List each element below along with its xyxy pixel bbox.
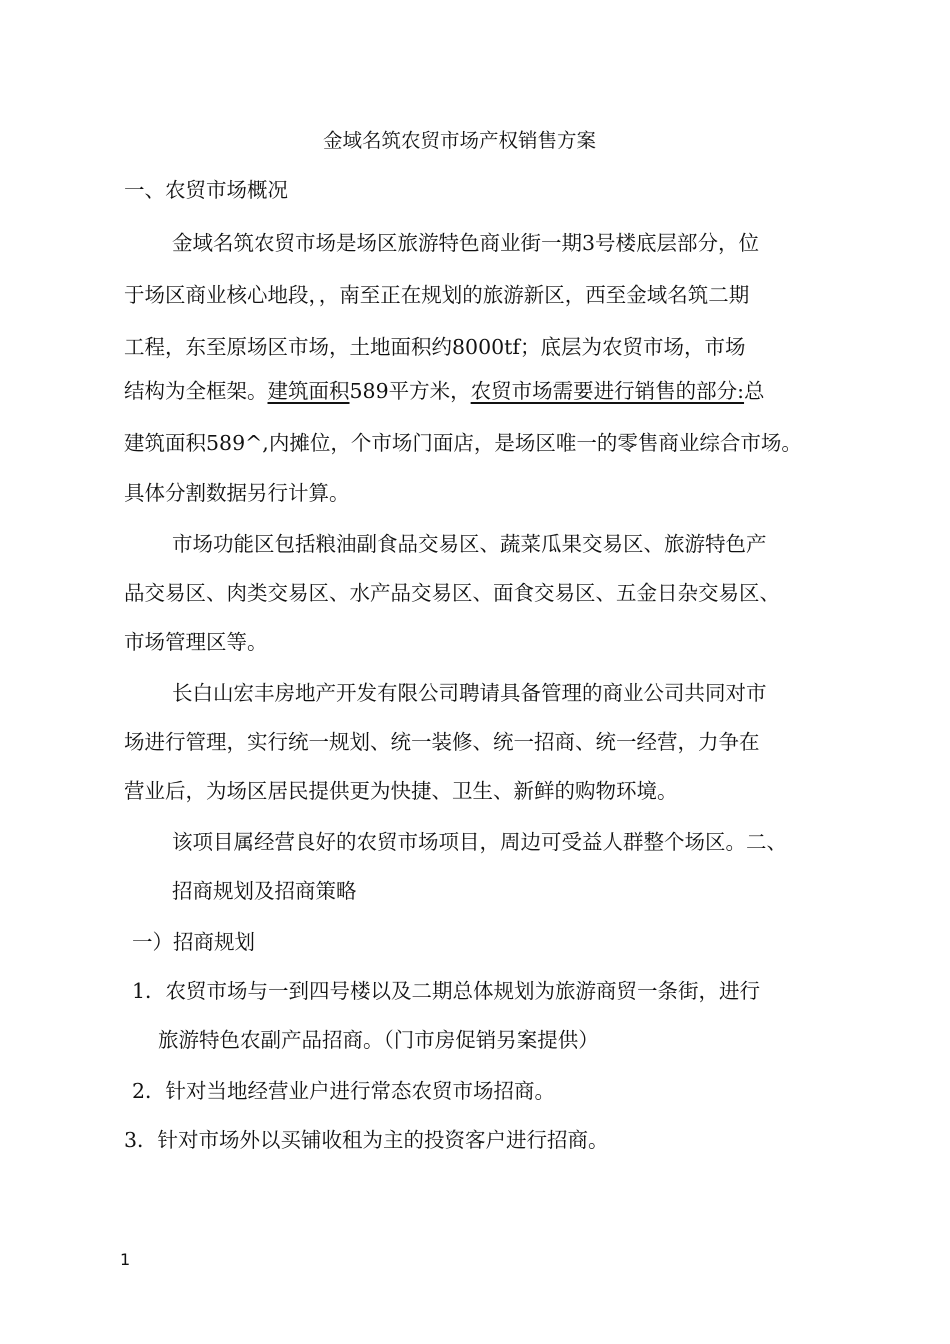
text-segment: 589平方米， (349, 379, 471, 403)
section-heading-overview: 一、农贸市场概况 (124, 178, 288, 202)
paragraph-line: 工程，东至原场区市场，土地面积约8000tf；底层为农贸市场，市场 (124, 335, 746, 359)
section-heading-strategy: 招商规划及招商策略 (172, 879, 357, 903)
document-title: 金域名筑农贸市场产权销售方案 (323, 129, 597, 152)
paragraph-line: 市场管理区等。 (124, 630, 268, 654)
paragraph-line: 于场区商业核心地段，，南至正在规划的旅游新区，西至金域名筑二期 (124, 283, 750, 307)
paragraph-line: 金域名筑农贸市场是场区旅游特色商业街一期3号楼底层部分，位 (172, 231, 760, 255)
underlined-text: 农贸市场需要进行销售的部分: (470, 379, 745, 403)
paragraph-line: 建筑面积589^,内摊位，个市场门面店，是场区唯一的零售商业综合市场。 (124, 431, 802, 455)
text-segment: 总 (744, 379, 765, 403)
paragraph-line: 市场功能区包括粮油副食品交易区、蔬菜瓜果交易区、旅游特色产 (172, 532, 767, 556)
list-item: 2．针对当地经营业户进行常态农贸市场招商。 (132, 1079, 556, 1103)
paragraph-line: 品交易区、肉类交易区、水产品交易区、面食交易区、五金日杂交易区、 (124, 581, 780, 605)
paragraph-line: 具体分割数据另行计算。 (124, 481, 350, 505)
underlined-text: 建筑面积 (267, 379, 350, 403)
list-item: 3．针对市场外以买铺收租为主的投资客户进行招商。 (124, 1128, 609, 1152)
paragraph-line: 该项目属经营良好的农贸市场项目，周边可受益人群整个场区。二、 (172, 830, 787, 854)
paragraph-line (124, 377, 765, 405)
text-segment: 结构为全框架。 (124, 379, 268, 403)
paragraph-line: 营业后，为场区居民提供更为快捷、卫生、新鲜的购物环境。 (124, 779, 678, 803)
paragraph-line: 场进行管理，实行统一规划、统一装修、统一招商、统一经营，力争在 (124, 730, 760, 754)
list-item-continuation: 旅游特色农副产品招商。（门市房促销另案提供） (158, 1028, 599, 1052)
sub-heading: 一）招商规划 (132, 930, 255, 954)
paragraph-line: 长白山宏丰房地产开发有限公司聘请具备管理的商业公司共同对市 (172, 681, 767, 705)
list-item: 1．农贸市场与一到四号楼以及二期总体规划为旅游商贸一条街，进行 (132, 979, 761, 1003)
page-number: 1 (120, 1250, 131, 1269)
